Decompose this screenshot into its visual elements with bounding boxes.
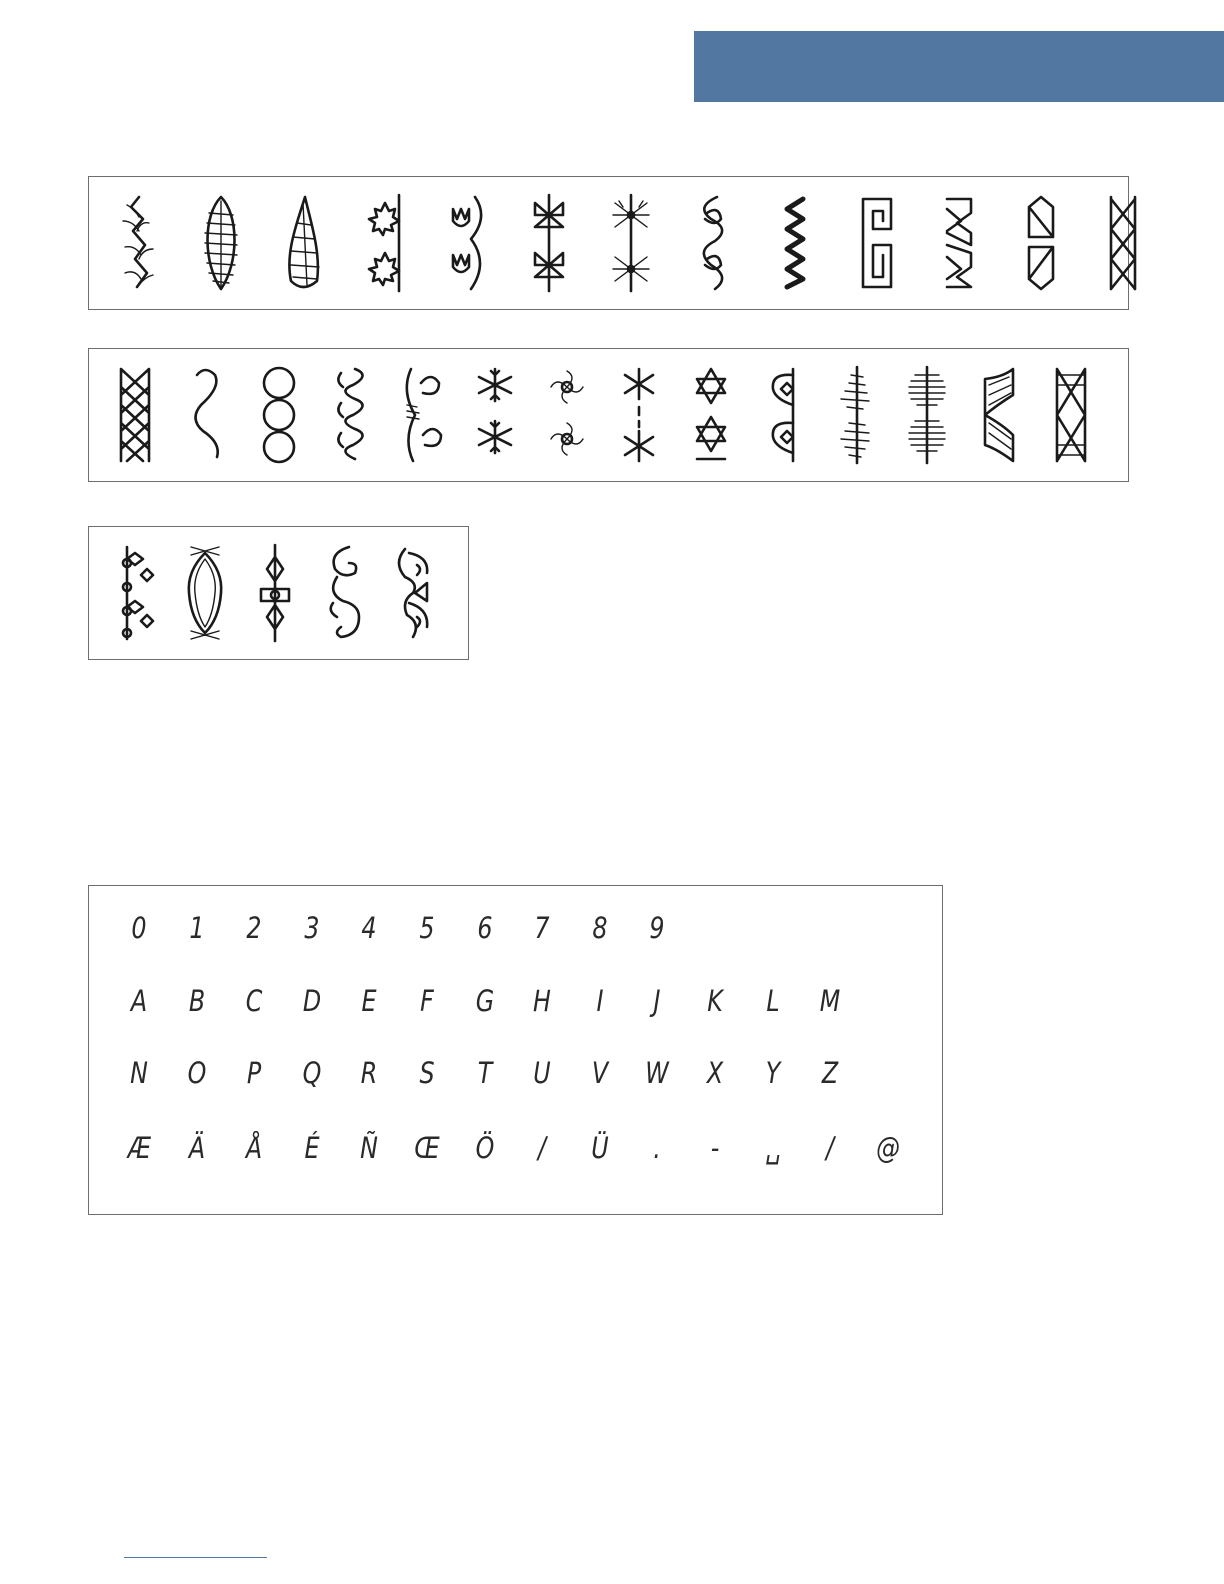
greek-key-icon xyxy=(851,193,903,293)
oval-frame-icon xyxy=(179,543,231,643)
satin-oval-icon xyxy=(901,365,953,465)
serpentine-icon xyxy=(181,365,233,465)
alphabet-glyph: 4 xyxy=(361,911,377,945)
alphabet-glyph: / xyxy=(826,1131,835,1165)
rose-vine-icon xyxy=(397,365,449,465)
acanthus-scroll-icon xyxy=(387,543,439,643)
alphabet-glyph: D xyxy=(302,984,321,1018)
alphabet-glyph: H xyxy=(533,984,552,1018)
alphabet-row-3 xyxy=(89,1049,942,1097)
header-bar xyxy=(694,31,1224,102)
alphabet-glyph: . xyxy=(653,1131,662,1165)
alphabet-glyph: G xyxy=(475,984,494,1018)
alphabet-row-2 xyxy=(89,977,942,1025)
alphabet-panel xyxy=(88,885,943,1215)
crosshatch-grid-icon xyxy=(109,365,161,465)
alphabet-glyph: Ö xyxy=(475,1131,494,1165)
alphabet-glyph: E xyxy=(361,984,377,1018)
alphabet-glyph: K xyxy=(707,984,723,1018)
dense-leaf-icon xyxy=(195,193,247,293)
alphabet-glyph: 6 xyxy=(477,911,493,945)
diamond-lattice-icon xyxy=(1097,193,1149,293)
alphabet-glyph: 2 xyxy=(246,911,262,945)
alphabet-glyph: I xyxy=(596,984,604,1018)
alphabet-glyph: X xyxy=(706,1056,724,1090)
alphabet-glyph: @ xyxy=(875,1131,900,1165)
alphabet-glyph: L xyxy=(765,984,780,1018)
alphabet-glyph: P xyxy=(247,1056,262,1090)
alphabet-glyph: 3 xyxy=(304,911,320,945)
circle-chain-icon xyxy=(253,365,305,465)
alphabet-glyph: Z xyxy=(822,1056,839,1090)
alphabet-glyph: Æ xyxy=(127,1131,151,1165)
alphabet-glyph: J xyxy=(653,984,661,1018)
alphabet-row-4 xyxy=(89,1124,942,1172)
alphabet-glyph: W xyxy=(645,1056,670,1090)
snowflake-star-icon xyxy=(605,193,657,293)
loop-coil-icon xyxy=(325,365,377,465)
twisted-ribbon-icon xyxy=(973,365,1025,465)
star-of-david-icon xyxy=(685,365,737,465)
folded-ribbon-icon xyxy=(1015,193,1067,293)
asterisk-dash-icon xyxy=(613,365,665,465)
stitch-panel-1 xyxy=(88,176,1129,310)
ornament-drop-icon xyxy=(249,543,301,643)
alphabet-row-1 xyxy=(89,904,942,952)
stitch-row-2 xyxy=(89,349,1128,481)
alphabet-glyph: T xyxy=(477,1056,492,1090)
heart-border-icon xyxy=(757,365,809,465)
alphabet-glyph: - xyxy=(710,1131,720,1165)
alphabet-glyph: U xyxy=(533,1056,551,1090)
alphabet-glyph: N xyxy=(130,1056,148,1090)
alphabet-glyph: Œ xyxy=(414,1131,440,1165)
alphabet-glyph: Ü xyxy=(591,1131,609,1165)
stitch-panel-2 xyxy=(88,348,1129,482)
zigzag-satin-icon xyxy=(769,193,821,293)
alphabet-glyph: Å xyxy=(246,1131,263,1165)
alphabet-glyph: É xyxy=(304,1131,320,1165)
alphabet-glyph: O xyxy=(187,1056,206,1090)
alphabet-glyph: Ñ xyxy=(360,1131,379,1165)
alphabet-glyph: R xyxy=(361,1056,378,1090)
wave-satin-icon xyxy=(829,365,881,465)
stitch-row-3 xyxy=(89,527,468,659)
alphabet-glyph: 0 xyxy=(131,911,147,945)
alphabet-glyph: A xyxy=(130,984,148,1018)
arrow-chevron-icon xyxy=(933,193,985,293)
alphabet-glyph: 7 xyxy=(534,911,550,945)
four-petal-flower-icon xyxy=(523,193,575,293)
alphabet-glyph: / xyxy=(538,1131,547,1165)
alphabet-glyph: 5 xyxy=(419,911,435,945)
alphabet-glyph: 9 xyxy=(649,911,665,945)
swirl-chain-icon xyxy=(687,193,739,293)
curl-scroll-icon xyxy=(319,543,371,643)
alphabet-glyph: Q xyxy=(302,1056,322,1090)
alphabet-glyph: M xyxy=(819,984,841,1018)
alphabet-glyph: F xyxy=(420,984,434,1018)
alphabet-glyph: 8 xyxy=(592,911,608,945)
maple-leaf-border-icon xyxy=(359,193,411,293)
tulip-border-icon xyxy=(441,193,493,293)
leaf-spray-icon xyxy=(113,193,165,293)
alphabet-glyph: ␣ xyxy=(765,1131,781,1165)
x-satin-icon xyxy=(1045,365,1097,465)
flower-cluster-icon xyxy=(111,543,163,643)
alphabet-glyph: V xyxy=(591,1056,608,1090)
alphabet-glyph: C xyxy=(245,984,263,1018)
fern-leaf-icon xyxy=(277,193,329,293)
stitch-row-1 xyxy=(89,177,1128,309)
alphabet-glyph: Ä xyxy=(188,1131,205,1165)
spiral-sun-icon xyxy=(541,365,593,465)
stitch-panel-3 xyxy=(88,526,469,660)
snowflake-icon xyxy=(469,365,521,465)
footer-rule xyxy=(124,1557,267,1558)
alphabet-glyph: S xyxy=(419,1056,435,1090)
alphabet-glyph: 1 xyxy=(189,911,205,945)
alphabet-glyph: Y xyxy=(765,1056,780,1090)
alphabet-glyph: B xyxy=(188,984,205,1018)
